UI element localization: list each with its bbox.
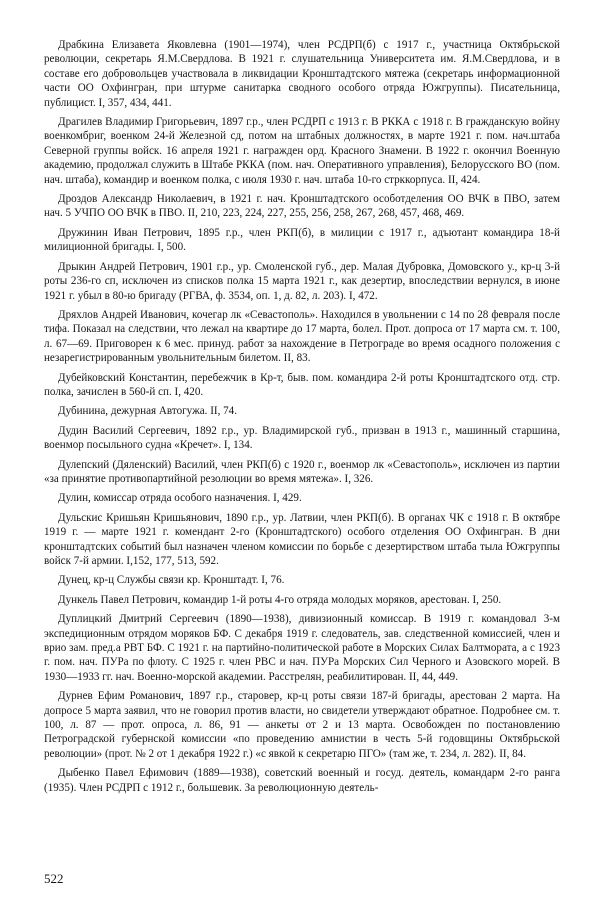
page-number: 522	[44, 871, 64, 886]
index-entry-drykin: Дрыкин Андрей Петрович, 1901 г.р., ур. Смоленской губ., дер. Малая Дубровка, Домовского у., кр-ц 3-й роты 236-го сп, исключен из списков полка 15 марта 1921 г., как дезертир, впоследствии вернулся, в июне 1921 г. убыл в 80-ю бригаду (РГВА, ф. 3534, оп. 1, д. 82, л. 203). I, 472.	[44, 260, 560, 302]
index-entry-dubeikovsky: Дубейковский Константин, перебежчик в Кр-т, быв. пом. командира 2-й роты Кронштадтского отд. стр. полка, зачислен в 560-й сп. I, 420.	[44, 371, 560, 398]
index-entry-dulin: Дулин, комиссар отряда особого назначения. I, 429.	[58, 492, 302, 505]
index-entry-dudin: Дудин Василий Сергеевич, 1892 г.р., ур. Владимирской губ., призван в 1913 г., машинный старшина, военмор посыльного судна «Кречет». I, 134.	[44, 424, 560, 452]
index-entry-dubinina: Дубинина, дежурная Автогужа. II, 74.	[58, 405, 238, 418]
index-entry-dunets: Дунец, кр-ц Службы связи кр. Кронштадт. I, 76.	[58, 574, 285, 587]
index-entry-dulskis: Дульскис Кришьян Кришьянович, 1890 г.р., ур. Латвии, член РКП(б). В органах ЧК с 1918 г. В октябре 1919 г. — марте 1921 г. комендант 2-го (Кронштадтского) особого отделения ОО Охфингран. В дни кронштадтских событий был назначен членом комиссии по борьбе с дезертирством штаба тыла Южгруппы войск 7-й армии. I,152, 177, 513, 592.	[44, 511, 560, 567]
index-entry-drabkina: Драбкина Елизавета Яковлевна (1901—1974), член РСДРП(б) с 1917 г., участница Октябрьской революции, секретарь Я.М.Свердлова. В 1921 г. слушательница Университета им. Я.М.Свердлова, и в составе его добровольцев участвовала в ликвидации Кронштадтского мятежа (секретарь информационной части ОО Охфингран, при штурме санитарка сводного особого отряда Южгруппы). Писательница, публицист. I, 357, 434, 441.	[44, 39, 560, 109]
index-entry-dulepsky: Дулепский (Дяленский) Василий, член РКП(б) с 1920 г., военмор лк «Севастополь», исключен из партии «за принятие противопартийной резолюции во время мятежа». I, 326.	[44, 458, 560, 485]
index-entry-dragilev: Драгилев Владимир Григорьевич, 1897 г.р., член РСДРП с 1913 г. В РККА с 1918 г. В гражданскую войну военкомбриг, военком 24-й Железной сд, потом на штабных должностях, в марте 1921 г. пом. нач.штаба Северной группы войск. 16 апреля 1921 г. награжден орд. Красного Знамени. В 1922 г. окончил Военную академию, продолжал служить в Штабе РККА (пом. нач. Оперативного управления), Белорусского ВО (пом. нач. штаба), командир и военком полка, с июля 1930 г. нач. штаба 10-го стрккорпуса. II, 424.	[44, 116, 560, 186]
index-entry-dunkel: Дункель Павел Петрович, командир 1-й роты 4-го отряда молодых моряков, арестован. I, 250.	[58, 593, 502, 606]
index-entry-drozdov: Дроздов Александр Николаевич, в 1921 г. нач. Кронштадтского особотделения ОО ВЧК в ПВО, затем нач. 5 УЧПО ОО ВЧК в ПВО. II, 210, 223, 224, 227, 255, 256, 258, 267, 268, 457, 468, 469.	[44, 193, 560, 220]
index-entry-druzhinin: Дружинин Иван Петрович, 1895 г.р., член РКП(б), в милиции с 1917 г., адъютант командира 18-й милиционной бригады. I, 500.	[44, 226, 560, 254]
index-entry-dybenko: Дыбенко Павел Ефимович (1889—1938), советский военный и госуд. деятель, командарм 2-го ранга (1935). Член РСДРП с 1912 г., большевик. За революционную деятель-	[44, 767, 560, 794]
index-entry-duplitsky: Дуплицкий Дмитрий Сергеевич (1890—1938), дивизионный комиссар. В 1919 г. командовал 3-м экспедиционным отрядом моряков БФ. С декабря 1919 г. следователь, зав. следственной комиссией, член и врио зам. пред.а РВТ БФ. С 1921 г. на партийно-политической работе в Морских Силах Балтмората, а с 1923 г. пом. нач. ПУРа по флоту. С 1925 г. член РВС и нач. ПУРа Морских Сил Черного и Азовского морей. В 1930—1933 гг. нач. Военно-морской академии. Расстрелян, реабилитирован. II, 44, 449.	[44, 613, 560, 683]
index-entry-dryakhlov: Дряхлов Андрей Иванович, кочегар лк «Севастополь». Находился в увольнении с 14 по 28 февраля после тифа. Показал на следствии, что лежал на квартире до 17 марта, болел. Прот. допроса от 17 марта см. т. 100, л. 67—69. Приговорен к 6 мес. принуд. работ за нахождение в Петрограде во время осадного положения с незарегистрированным увольнительным билетом. II, 83.	[44, 308, 560, 365]
index-entry-durnev: Дурнев Ефим Романович, 1897 г.р., старовер, кр-ц роты связи 187-й бригады, арестован 2 марта. На допросе 5 марта заявил, что не говорил против власти, но свидетели утверждают обратное. Подробнее см. т. 100, л. 87 — прот. опроса, л. 86, 91 — анкеты от 2 и 13 марта. Освобожден по постановлению Петроградской губернской комиссии «по проведению амнистии в честь 5-й годовщины Октябрьской революции» (прот. № 2 от 1 декабря 1922 г.) «с явкой к секретарю ПГО» (там же, т. 234, л. 282). II, 84.	[44, 690, 560, 760]
